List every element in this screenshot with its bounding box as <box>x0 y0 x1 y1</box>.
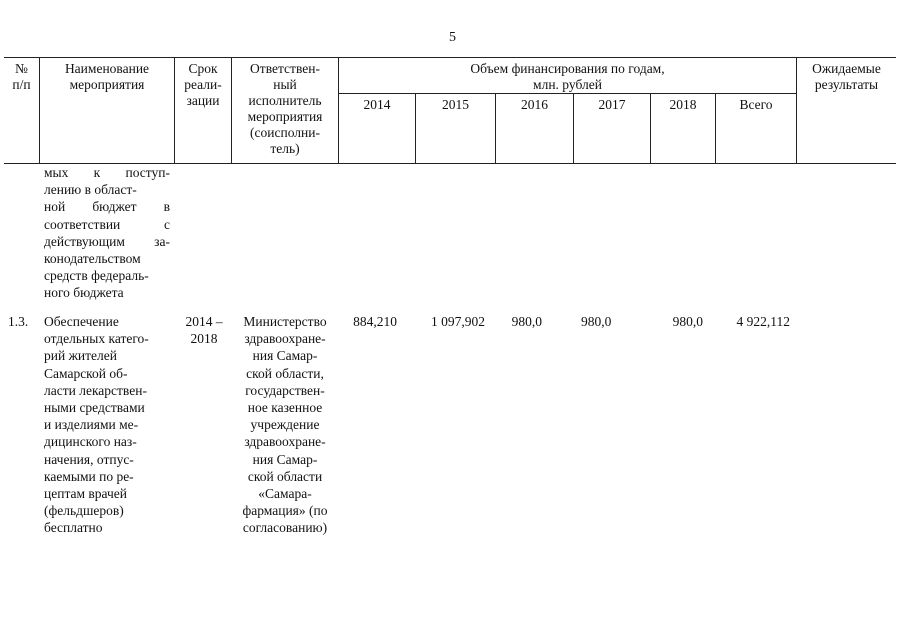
row-1-3-term <box>175 313 233 347</box>
text-line: рий жителей <box>44 348 117 364</box>
row-1-3-value-2014: 884,210 <box>353 314 397 329</box>
header-responsible-line: исполнитель <box>248 93 322 108</box>
header-total: Всего <box>739 97 773 112</box>
row-1-3-value-2015: 1 097,902 <box>431 314 485 329</box>
text-line: ное казенное <box>247 400 323 416</box>
row-1-3-value-total: 4 922,112 <box>736 314 790 329</box>
text-line: ской области, <box>246 365 324 381</box>
continuation-row-name <box>44 164 170 302</box>
text-line: учреждение <box>250 417 320 433</box>
text-line: здравоохране- <box>244 434 326 450</box>
header-responsible-line: (соисполни- <box>250 125 320 140</box>
header-results <box>797 61 896 93</box>
table-top-border <box>4 57 896 58</box>
row-1-3-value-2017: 980,0 <box>581 314 612 329</box>
text-line: ния Самар- <box>252 348 318 364</box>
row-1-3-name <box>44 313 172 537</box>
text-line: ласти лекарствен- <box>44 382 147 398</box>
header-term-line: Срок <box>188 61 218 76</box>
text-line: конодательством <box>44 251 141 267</box>
header-name <box>40 61 174 93</box>
header-results-line: Ожидаемые <box>812 61 881 76</box>
text-line: ного бюджета <box>44 285 124 301</box>
text-line: ской области <box>247 468 323 484</box>
text-line: средств федераль- <box>44 268 149 284</box>
header-responsible-line: мероприятия <box>247 109 323 124</box>
header-responsible-line: тель) <box>270 141 300 156</box>
header-term-line: зации <box>186 93 220 108</box>
row-1-3-value-2016: 980,0 <box>511 314 542 329</box>
text-line: Обеспечение <box>44 314 119 329</box>
header-funding <box>339 61 796 93</box>
header-name-line: мероприятия <box>69 77 145 92</box>
header-results-line: результаты <box>814 77 879 92</box>
header-term-line: реали- <box>184 77 222 92</box>
header-year-2018: 2018 <box>669 97 697 112</box>
text-line: согласованию) <box>242 520 328 536</box>
text-line: отдельных катего- <box>44 331 149 347</box>
header-responsible-line: Ответствен- <box>250 61 320 76</box>
text-line: ными средствами <box>44 400 145 416</box>
text-line: каемыми по ре- <box>44 468 134 484</box>
text-line: действующим за- <box>44 233 170 249</box>
header-year-2017: 2017 <box>598 97 626 112</box>
row-1-3-number: 1.3. <box>8 314 29 329</box>
text-line: мых к поступ- <box>44 165 170 180</box>
header-funding-line: Объем финансирования по годам, <box>470 61 665 76</box>
page-number: 5 <box>449 30 456 45</box>
row-1-3-responsible <box>232 313 338 537</box>
header-year-2014: 2014 <box>363 97 391 112</box>
text-line: Министерство <box>243 314 327 329</box>
header-year-2016: 2016 <box>521 97 548 112</box>
header-name-line: Наименование <box>64 61 150 76</box>
text-line: «Самара- <box>258 486 312 502</box>
text-line: здравоохране- <box>244 331 326 347</box>
text-line: государствен- <box>245 382 325 398</box>
text-line: цептам врачей <box>44 486 127 502</box>
text-line: ния Самар- <box>252 451 318 467</box>
table-funding-subdivider <box>338 93 796 94</box>
header-funding-line: млн. рублей <box>533 77 602 92</box>
text-line: лению в област- <box>44 182 137 198</box>
text-line: и изделиями ме- <box>44 417 139 433</box>
text-line: соответствии с <box>44 216 170 232</box>
text-line: Самарской об- <box>44 365 128 381</box>
text-line: ной бюджет в <box>44 199 170 215</box>
text-line: (фельдшеров) <box>44 503 124 519</box>
row-1-3-value-2018: 980,0 <box>672 314 703 329</box>
text-line: бесплатно <box>44 520 103 536</box>
header-year-2015: 2015 <box>442 97 469 112</box>
header-number-line: п/п <box>12 77 31 92</box>
header-number-line: № <box>15 61 28 76</box>
header-responsible-line: ный <box>273 77 297 92</box>
text-line: дицинского наз- <box>44 434 137 450</box>
header-number <box>4 61 39 93</box>
text-line: фармация» (по <box>242 503 328 519</box>
header-responsible <box>232 61 338 157</box>
text-line: начения, отпус- <box>44 451 134 467</box>
header-term <box>175 61 231 109</box>
text-line: 2014 – <box>185 314 223 329</box>
text-line: 2018 <box>190 331 218 347</box>
